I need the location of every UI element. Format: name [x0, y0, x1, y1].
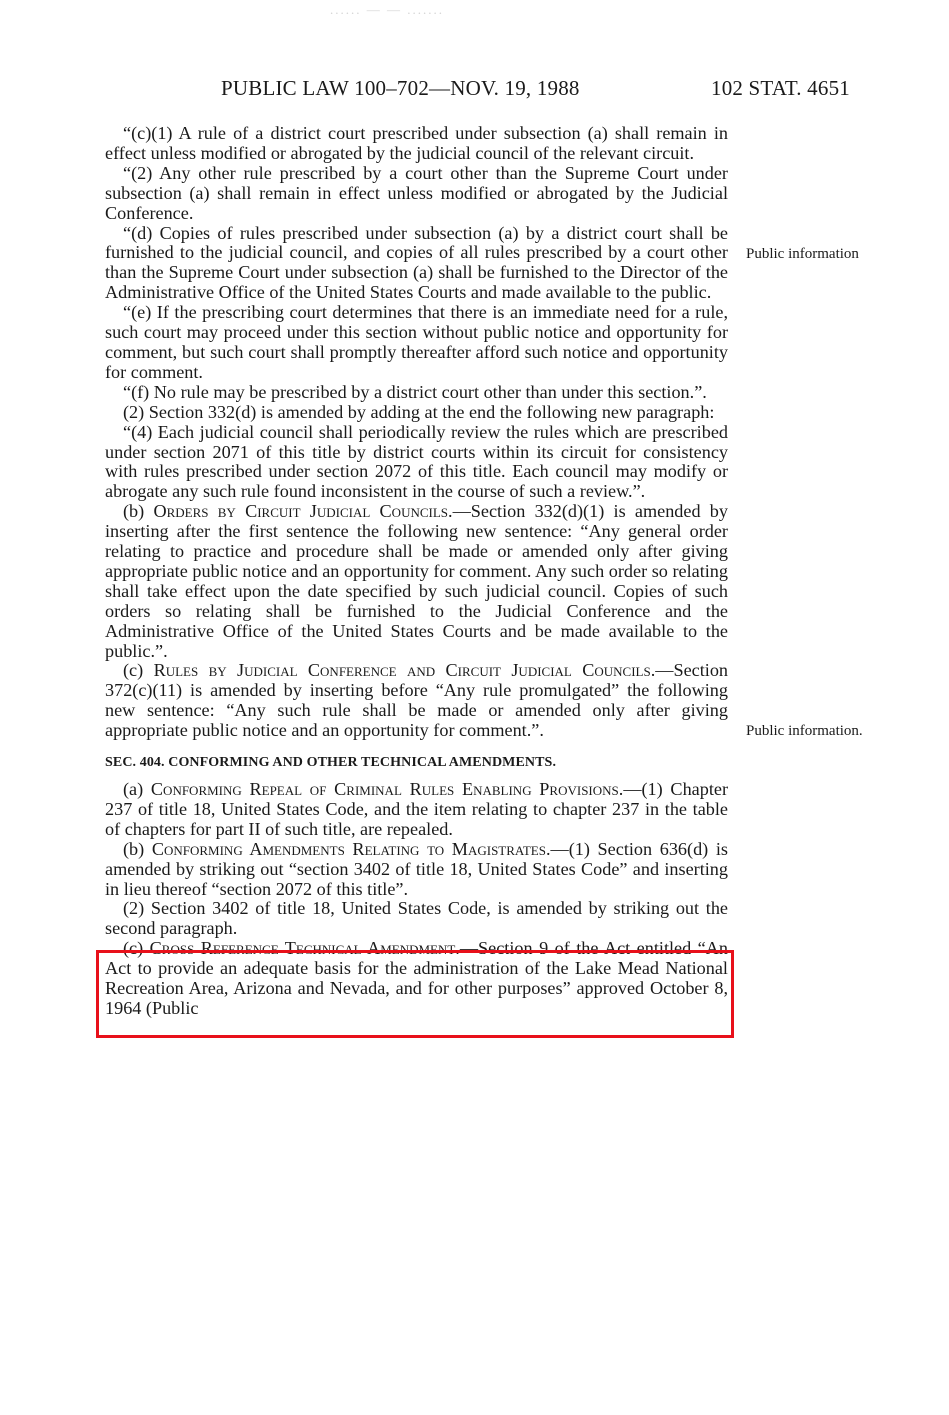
paragraph: “(2) Any other rule prescribed by a court other than the Supreme Court under subsection (a) shall remain in effect unless modified or abrogated by the Judicial Conference.	[105, 162, 728, 223]
paragraph-text: —Section 9 of the Act entitled “An Act to provide an adequate basis for the administration of the Lake Mead National Recreation Area, Arizona and Nevada, and for other purposes” approved October 8, 1964 (Public	[105, 938, 728, 1018]
body-text	[105, 124, 728, 1019]
page-header-left: PUBLIC LAW 100–702—NOV. 19, 1988	[221, 76, 580, 100]
highlight-box	[96, 950, 734, 1038]
page-bleed-through: ...... — — .......	[330, 2, 444, 17]
paragraph: (2) Section 3402 of title 18, United States Code, is amended by striking out the second paragraph.	[105, 898, 728, 939]
paragraph: “(c)(1) A rule of a district court prescribed under subsection (a) shall remain in effect unless modified or abrogated by the judicial council of the relevant circuit.	[105, 123, 728, 163]
subsection-heading: Conforming Repeal of Criminal Rules Enabling Provisions.	[150, 779, 624, 799]
paragraph	[105, 502, 728, 661]
paragraph	[105, 840, 728, 900]
section-heading: SEC. 404. CONFORMING AND OTHER TECHNICAL AMENDMENTS.	[105, 755, 557, 771]
paragraph-text: —Section 372(c)(11) is amended by inserting before “Any rule promulgated” the following new sentence: “Any such rule shall be made or amended only after giving appropriate public notice and an opportunity for comment.”.	[105, 660, 729, 741]
subsection-heading: Cross Reference Technical Amendment.	[149, 938, 460, 959]
paragraph-lead: (a)	[123, 779, 151, 799]
paragraph-lead: (c)	[123, 660, 154, 681]
subsection-heading: Rules by Judicial Conference and Circuit Judicial Councils.	[153, 660, 656, 681]
paragraph	[105, 661, 728, 741]
paragraph: “(4) Each judicial council shall periodically review the rules which are prescribed under section 2071 of this title by district courts within its circuit for consistency with rules prescribed under section 2072 of this title. Each council may modify or abrogate any such rule found inconsistent in the course of such a review.”.	[105, 421, 728, 502]
page-header-right: 102 STAT. 4651	[711, 76, 850, 100]
margin-note-public-information: Public information	[746, 246, 859, 262]
subsection-heading: Conforming Amendments Relating to Magistrates.	[151, 838, 551, 859]
paragraph-text: —(1) Section 636(d) is amended by striking out “section 3402 of title 18, United States Code” and inserting in lieu thereof “section 2072 of this title”.	[105, 838, 728, 899]
paragraph-text: —(1) Chapter 237 of title 18, United States Code, and the item relating to chapter 237 in the table of chapters for part II of such title, are repealed.	[105, 779, 729, 839]
paragraph: “(e) If the prescribing court determines that there is an immediate need for a rule, such court may proceed under this section without public notice and opportunity for comment, but such court shall promptly thereafter afford such notice and opportunity for comment.	[105, 302, 728, 382]
paragraph-lead: (b)	[123, 501, 154, 522]
paragraph-lead: (b)	[123, 838, 152, 859]
paragraph-text: —Section 332(d)(1) is amended by inserting after the first sentence the following new sentence: “Any general order relating to practice and procedure shall be made or amended only after giving appropriate public notice and an opportunity for comment. Any such order so relating shall take effect upon the date specified by such judicial council. Copies of such orders so relating shall be furnished to the Judicial Conference and the Administrative Office of the United States Courts and be made available to the public.”.	[105, 501, 728, 661]
paragraph: (2) Section 332(d) is amended by adding at the end the following new paragraph:	[123, 401, 715, 422]
paragraph: “(f) No rule may be prescribed by a district court other than under this section.”.	[123, 381, 707, 402]
paragraph: “(d) Copies of rules prescribed under subsection (a) by a district court shall be furnished to the judicial council, and copies of all rules prescribed by a court other than the Supreme Court under subsection (a) shall be furnished to the Director of the Administrative Office of the United States Courts and made available to the public.	[105, 222, 728, 303]
paragraph-lead: (c)	[123, 938, 150, 959]
highlighted-paragraph	[105, 780, 728, 840]
margin-note-public-information-2: Public information.	[746, 723, 863, 739]
subsection-heading: Orders by Circuit Judicial Councils.	[153, 501, 453, 522]
